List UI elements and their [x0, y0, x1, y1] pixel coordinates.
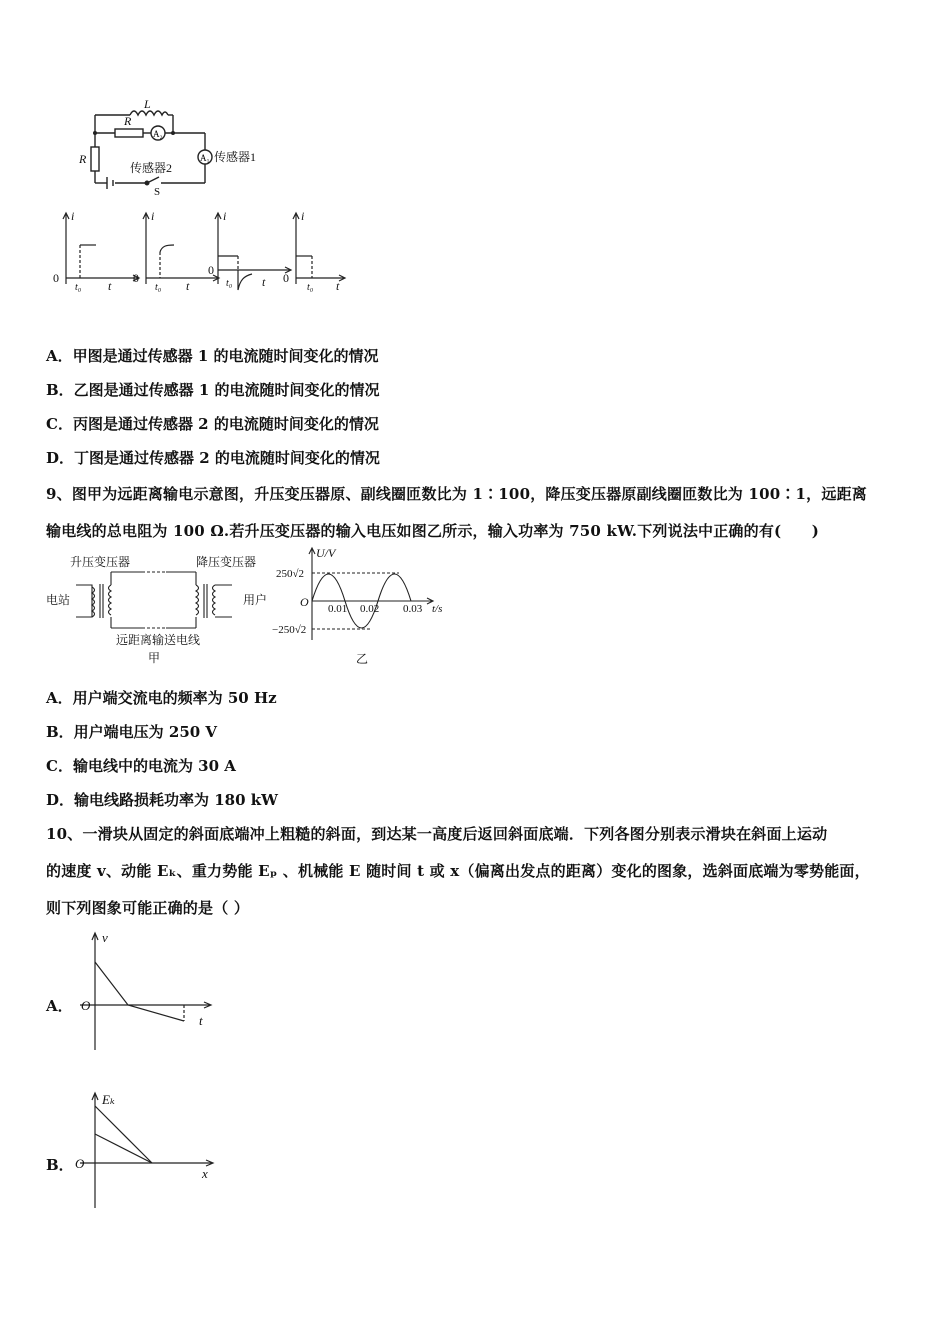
yi-ylabel: U/V — [316, 546, 336, 560]
ammeter1-label: A₁ — [200, 153, 210, 163]
option-b-xlabel: x — [202, 1166, 208, 1181]
graph1-origin: 0 — [53, 271, 59, 285]
q10-stem-line3: 则下列图象可能正确的是（ ） — [46, 899, 250, 917]
graph3-origin: 0 — [208, 263, 214, 277]
graph4-t0: t₀ — [307, 282, 314, 293]
yi-ymax: 250√2 — [276, 568, 305, 580]
yi-ymin: −250√2 — [272, 624, 307, 636]
step-down-label: 降压变压器 — [196, 555, 257, 569]
yi-origin: O — [300, 595, 309, 609]
option-a-xlabel: t — [199, 1013, 203, 1028]
graph1-axis-i: i — [71, 209, 75, 223]
q10-option-b-label: B． — [46, 1156, 74, 1174]
graph3-axis-i: i — [223, 209, 227, 223]
graph2-origin: 0 — [133, 271, 139, 285]
graph4-axis-i: i — [301, 209, 305, 223]
graph2-axis-i: i — [151, 209, 155, 223]
q9-option-a: A．用户端交流电的频率为 50 Hz — [46, 689, 277, 707]
user-label: 用户 — [243, 593, 268, 607]
resistor-top-label: R — [124, 114, 132, 128]
graph3-axis-t: t — [262, 275, 266, 289]
sensor2-label: 传感器2 — [130, 161, 173, 175]
yi-xlabel: t/s — [432, 603, 443, 615]
sensor1-label: 传感器1 — [214, 150, 257, 164]
q9-option-d: D．输电线路损耗功率为 180 kW — [46, 791, 279, 809]
q10-option-a-label: A． — [46, 997, 73, 1015]
yi-xtick-2: 0.02 — [360, 603, 380, 615]
q9-stem-line1: 9、图甲为远距离输电示意图，升压变压器原、副线圈匝数比为 1∶100，降压变压器原副线圈匝数比为 100∶1，远距离 — [46, 485, 867, 503]
transmission-line-label: 远距离输送电线 — [116, 633, 201, 647]
step-up-label: 升压变压器 — [70, 555, 131, 569]
q8-circuit-diagram — [75, 95, 265, 200]
q9-stem-line2: 输电线的总电阻为 100 Ω.若升压变压器的输入电压如图乙所示，输入功率为 750 kW.下列说法中正确的有( ) — [46, 522, 820, 540]
graph1-axis-t: t — [108, 279, 112, 293]
ammeter2-label: A₂ — [153, 129, 163, 139]
inductor-label: L — [144, 97, 151, 111]
fig-jia-caption: 甲 — [148, 651, 161, 665]
option-b-origin: O — [75, 1156, 85, 1171]
q8-option-d: D．丁图是通过传感器 2 的电流随时间变化的情况 — [46, 449, 380, 467]
q10-stem-line1: 10、一滑块从固定的斜面底端冲上粗糙的斜面，到达某一高度后返回斜面底端．下列各图分别表示滑块在斜面上运动 — [46, 825, 828, 843]
q8-option-c: C．丙图是通过传感器 2 的电流随时间变化的情况 — [46, 415, 379, 433]
q10-option-a-graph — [72, 928, 217, 1053]
station-label: 电站 — [46, 593, 71, 607]
q8-it-graphs — [46, 208, 356, 298]
resistor-left-label: R — [79, 152, 87, 166]
switch-label: S — [154, 186, 161, 198]
yi-xtick-3: 0.03 — [403, 603, 423, 615]
q8-option-b: B．乙图是通过传感器 1 的电流随时间变化的情况 — [46, 381, 380, 399]
q9-option-c: C．输电线中的电流为 30 A — [46, 757, 236, 775]
q10-option-b-graph — [72, 1088, 222, 1213]
q9-fig-yi — [272, 545, 454, 670]
q10-stem-line2: 的速度 v、动能 Eₖ、重力势能 Eₚ 、机械能 E 随时间 t 或 x（偏离出发点的距离）变化的图象，选斜面底端为零势能面， — [46, 862, 870, 880]
graph3-t0: t₀ — [226, 278, 233, 289]
graph2-t0: t₀ — [155, 282, 162, 293]
q8-option-a: A．甲图是通过传感器 1 的电流随时间变化的情况 — [46, 347, 379, 365]
graph1-t0: t₀ — [75, 282, 82, 293]
option-a-ylabel: v — [102, 930, 108, 945]
graph4-origin: 0 — [283, 271, 289, 285]
option-a-origin: O — [81, 998, 91, 1013]
graph2-axis-t: t — [186, 279, 190, 293]
graph4-axis-t: t — [336, 279, 340, 293]
q9-option-b: B．用户端电压为 250 V — [46, 723, 218, 741]
q9-fig-jia — [46, 552, 276, 667]
option-b-ylabel: Eₖ — [102, 1092, 115, 1107]
fig-yi-caption: 乙 — [356, 652, 369, 666]
yi-xtick-1: 0.01 — [328, 603, 348, 615]
